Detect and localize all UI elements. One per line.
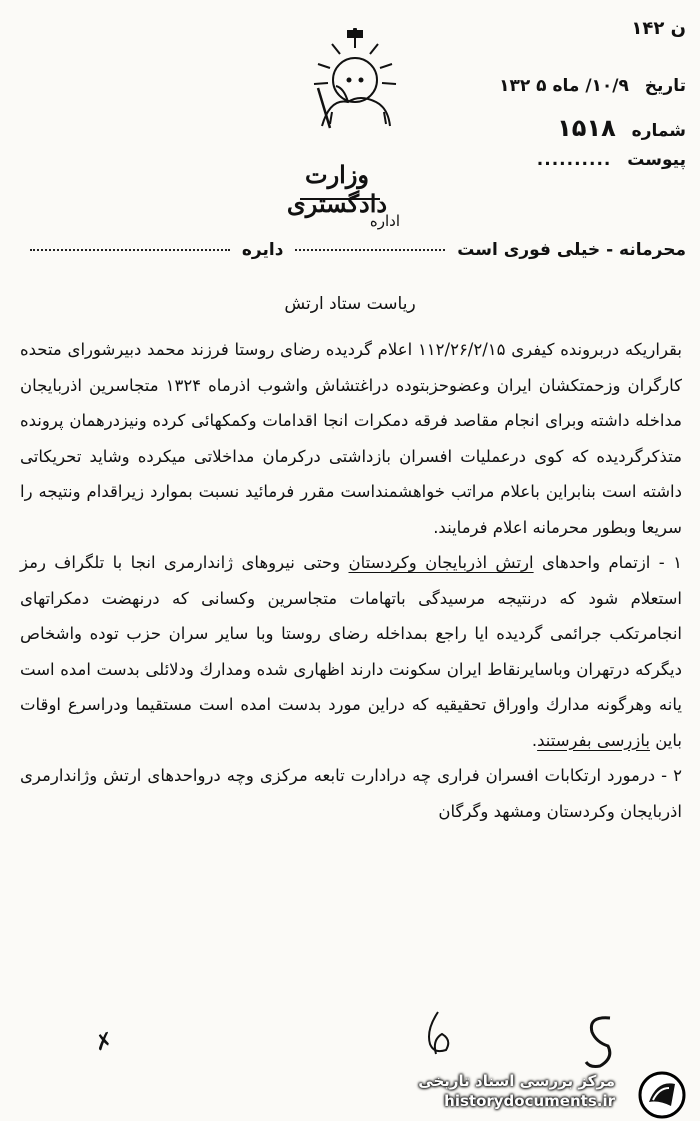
recipient: ریاست ستاد ارتش <box>284 294 416 314</box>
attachment-row <box>537 150 686 170</box>
item1-underlined: ارتش اذربایجان وکردستان <box>348 553 534 572</box>
item1-underlined-2: بازرسی بفرستند <box>537 730 650 750</box>
number-value: ۱۵۱۸ <box>557 114 616 142</box>
ministry-underline <box>300 198 380 200</box>
signature-icon <box>580 1012 620 1072</box>
body-item-2: ۲ - درمورد ارتکابات افسران فراری چه درادارت تابعه مرکزی وچه درواحدهای ارتش وژاندارمری اذربایجان وکردستان ومشهد وگرگان <box>20 766 682 821</box>
attachment-label: پیوست <box>627 150 686 170</box>
document-number: ن ۱۴۲ <box>631 18 686 39</box>
margin-mark: ✗ <box>92 1028 117 1057</box>
body-intro: بقراریکه دربرونده کیفری ۱۱۲/۲۶/۲/۱۵ اعلام گردیده رضای روستا فرزند محمد دبیرشورای متحده کارگران وزحمتکشان ایران وعضوحزبتوده دراغتشاش واشوب اذرماه ۱۳۲۴ متجاسرین اذربایجان مداخله داشته وبرای انجام مقاصد فرقه دمکرات انجا اقدامات وکمکهائی کرده ونیزدرهمان پرونده متذکرگردیده که کوی درعملیات افسران بازداشتی درکرمان مداخلاتی میکرده وشاید تحریکاتی داشته است بنابراین باعلام مراتب خواهشمنداست مقرر فرمائید نسبت بموارد زیراقدام ونتیجه را سریعا وبطور محرمانه اعلام فرمایند. <box>20 340 682 537</box>
item1-text-cont: وحتی نیروهای ژاندارمری انجا با تلگراف رمز استعلام شود که درنتیجه مرسیدگی باتهامات متجاسرین وکسانی که درنهضت دمکراتهای انجامرتکب جرائمی گردیده ایا راجع بمداخله رضای روستا وبا سایر سران حزب توده واشخاص دیگرکه درتهران وباسایرنقاط ایران سکونت دارند اظهاری شده ومدارك ودلائلی بدست امده است یانه وهرگونه مدارك واوراق تحقیقیه که دراین مورد بدست امده است مستقیما ودراسرع اوقات باین <box>20 553 682 750</box>
watermark-title: مرکز بررسی اسناد تاریخی <box>418 1072 615 1090</box>
office-label: اداره <box>369 212 400 230</box>
dotted-line <box>30 249 230 251</box>
ministry-title: وزارت دادگستری <box>286 160 388 218</box>
dept-label: دایره <box>241 240 284 260</box>
archive-logo-icon <box>637 1070 687 1120</box>
attachment-value: .......... <box>536 150 612 170</box>
date-row <box>499 76 686 96</box>
confidential-row <box>40 240 686 260</box>
date-value: ۱۰/۹/ ماه ۵ ۱۳۲ <box>499 76 629 96</box>
confidential-label: محرمانه - خیلی فوری است <box>457 240 686 260</box>
lion-and-sun-emblem-icon <box>300 28 410 138</box>
dotted-line <box>295 249 445 251</box>
item1-text: ۱ - ازتمام واحدهای <box>533 553 682 572</box>
watermark-url: historydocuments.ir <box>444 1092 615 1110</box>
item1-end: . <box>531 730 538 750</box>
body-item-1 <box>20 545 682 758</box>
number-row <box>557 114 686 142</box>
letter-body <box>20 332 682 829</box>
signature-mark-icon <box>418 1010 458 1060</box>
number-label: شماره <box>631 121 686 141</box>
date-label: تاریخ <box>644 76 686 96</box>
watermark <box>410 1070 695 1115</box>
